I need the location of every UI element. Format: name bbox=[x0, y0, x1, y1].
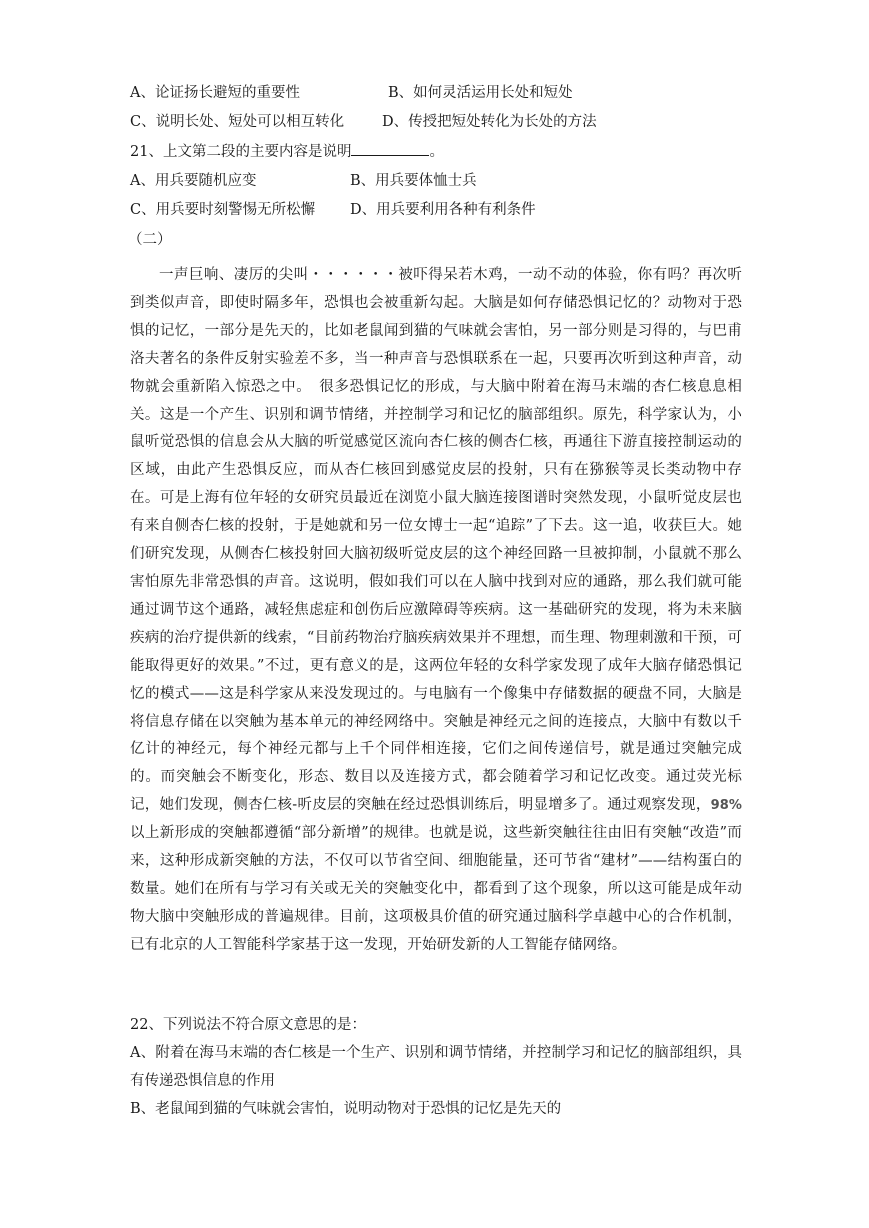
reading-passage bbox=[130, 262, 742, 960]
q21-stem-suffix: 。 bbox=[429, 144, 444, 160]
q21-stem-prefix: 21、上文第二段的主要内容是说明 bbox=[130, 144, 352, 160]
q20-option-c: C、说明长处、短处可以相互转化 bbox=[130, 114, 345, 130]
q20-option-d: D、传授把短处转化为长处的方法 bbox=[382, 114, 597, 130]
passage-part-1: 一声巨响、凄厉的尖叫・・・・・・被吓得呆若木鸡，一动不动的体验，你有吗？再次听到类似声音，即使时隔多年，恐惧也会被重新勾起。大脑是如何存储恐惧记忆的？动物对于恐惧的记忆，一部分是先天的，比如老鼠闻到猫的气味就会害怕，另一部分则是习得的，与巴甫洛夫著名的条件反射实验差不多，当一种声音与恐惧联系在一起，只要再次听到这种声音，动物就会重新陷入惊恐之中。 很多恐惧记忆的形成，与大脑中附着在海马末端的杏仁核息息相关。这是一个产生、识别和调节情绪，并控制学习和记忆的脑部组织。原先，科学家认为，小鼠听觉恐惧的信息会从大脑的听觉感觉区流向杏仁核的侧杏仁核，再通往下游直接控制运动的区域，由此产生恐惧反应，而从杏仁核回到感觉皮层的投射，只有在猕猴等灵长类动物中存在。可是上海有位年轻的女研究员最近在浏览小鼠大脑连接图谱时突然发现，小鼠听觉皮层也有来自侧杏仁核的投射，于是她就和另一位女博士一起“追踪”了下去。这一追，收获巨大。她们研究发现，从侧杏仁核投射回大脑初级听觉皮层的这个神经回路一旦被抑制，小鼠就不那么害怕原先非常恐惧的声音。这说明，假如我们可以在人脑中找到对应的通路，那么我们就可能通过调节这个通路，减轻焦虑症和创伤后应激障碍等疾病。这一基础研究的发现，将为未来脑疾病的治疗提供新的线索，“目前药物治疗脑疾病效果并不理想，而生理、物理刺激和干预，可能取得更好的效果。”不过，更有意义的是，这两位年轻的女科学家发现了成年大脑存储恐惧记忆的模式——这是科学家从来没发现过的。与电脑有一个像集中存储数据的硬盘不同，大脑是将信息存储在以突触为基本单元的神经网络中。突触是神经元之间的连接点，大脑中有数以千亿计的神经元，每个神经元都与上千个同伴相连接，它们之间传递信号，就是通过突触完成的。而突触会不断变化，形态、数目以及连接方式，都会随着学习和记忆改变。通过荧光标记，她们发现，侧杏仁核-听皮层的突触在经过恐惧训练后，明显增多了。通过观察发现， bbox=[130, 267, 742, 814]
q20-option-a: A、论证扬长避短的重要性 bbox=[130, 85, 300, 101]
q22-option-b: B、老鼠闻到猫的气味就会害怕，说明动物对于恐惧的记忆是先天的 bbox=[130, 1101, 562, 1117]
q21-answer-blank bbox=[351, 141, 429, 156]
q22-stem: 22、下列说法不符合原文意思的是： bbox=[130, 1017, 366, 1033]
q20-options-row-2 bbox=[130, 112, 597, 132]
q21-option-b: B、用兵要体恤士兵 bbox=[350, 173, 477, 189]
q21-option-d: D、用兵要利用各种有利条件 bbox=[350, 202, 536, 218]
section-heading: （二） bbox=[128, 232, 172, 248]
q21-options-row-1 bbox=[130, 171, 477, 191]
q21-options-row-2 bbox=[130, 200, 536, 220]
passage-part-2: 以上新形成的突触都遵循“部分新增”的规律。也就是说，这些新突触往往由旧有突触“改造”而来，这种形成新突触的方法，不仅可以节省空间、细胞能量，还可节省“建材”——结构蛋白的数量。她们在所有与学习有关或无关的突触变化中，都看到了这个现象，所以这可能是成年动物大脑中突触形成的普遍规律。目前，这项极具价值的研究通过脑科学卓越中心的合作机制，已有北京的人工智能科学家基于这一发现，开始研发新的人工智能存储网络。 bbox=[130, 825, 742, 953]
q21-stem bbox=[130, 141, 444, 162]
percent-figure: 98% bbox=[710, 798, 742, 814]
q21-option-c: C、用兵要时刻警惕无所松懈 bbox=[130, 202, 316, 218]
q21-option-a: A、用兵要随机应变 bbox=[130, 173, 257, 189]
q22-option-a: A、附着在海马末端的杏仁核是一个生产、识别和调节情绪，并控制学习和记忆的脑部组织，具有传递恐惧信息的作用 bbox=[130, 1045, 742, 1089]
q20-options-row-1 bbox=[130, 83, 573, 103]
q20-option-b: B、如何灵活运用长处和短处 bbox=[388, 85, 573, 101]
